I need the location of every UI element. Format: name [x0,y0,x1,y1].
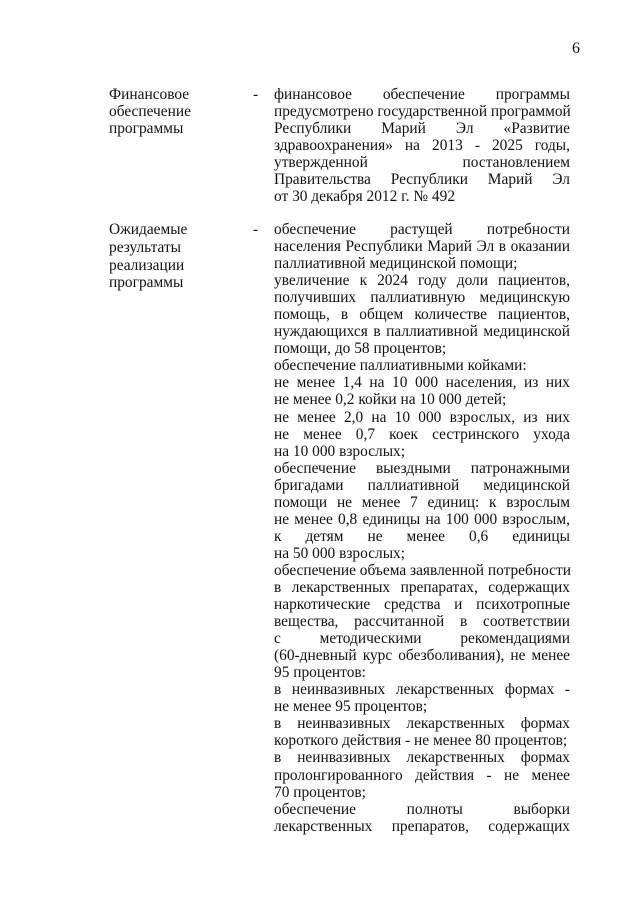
body-text-line: не менее 0,7 коек сестринского ухода [274,425,570,443]
body-text-line: обеспечение растущей потребности [274,221,570,238]
body-text-line: помощь, в общем количестве пациентов, [274,306,570,324]
body-text-line: обеспечение паллиативными койками: [274,357,527,375]
body-text-line: не менее 2,0 на 10 000 взрослых, из них [274,408,570,426]
body-text-line: населения Республики Марий Эл в оказании [274,238,570,256]
page-number: 6 [572,40,580,57]
body-text-line: увеличение к 2024 году доли пациентов, [274,272,570,290]
body-text-line: наркотические средства и психотропные [274,596,570,614]
body-text-line: короткого действия - не менее 80 процентов; [274,732,568,750]
body-text-line: здравоохранения» на 2013 - 2025 годы, [274,137,570,155]
body-text-line: не менее 0,8 единицы на 100 000 взрослым, [274,510,570,528]
body-text-line: 70 процентов; [274,783,366,801]
body-text-line: нуждающихся в паллиативной медицинской [274,323,570,341]
body-text-line: к детям не менее 0,6 единицы [274,527,570,545]
body-text-line: бригадами паллиативной медицинской [274,476,570,494]
body-text-line: не менее 1,4 на 10 000 населения, из них [274,374,570,392]
body-text-line: в лекарственных препаратах, содержащих [274,578,570,596]
body-text-line: в неинвазивных лекарственных формах [274,749,570,767]
body-text-line: в неинвазивных лекарственных формах [274,715,570,733]
section-dash: - [253,86,259,103]
body-text-line: от 30 декабря 2012 г. № 492 [274,188,456,206]
body-text-line: пролонгированного действия - не менее [274,766,570,784]
body-text-line: с методическими рекомендациями [274,630,570,648]
body-text-line: 95 процентов: [274,664,366,682]
body-text-line: Республики Марий Эл «Развитие [274,120,570,138]
body-text-line: (60-дневный курс обезболивания), не менее [274,647,570,665]
body-text-line: на 10 000 взрослых; [274,442,406,460]
body-text-line: помощи, до 58 процентов; [274,340,447,358]
body-text-line: в неинвазивных лекарственных формах - [274,681,570,699]
body-text-line: утвержденной постановлением [274,154,570,172]
body-text-line: Правительства Республики Марий Эл [274,171,570,189]
body-text-line: обеспечение полноты выборки [274,800,570,818]
body-text-line: вещества, рассчитанной в соответствии [274,613,570,631]
section-body [274,221,570,835]
body-text-line: паллиативной медицинской помощи; [274,255,518,273]
section-body [274,86,570,205]
body-text-line: не менее 0,2 койки на 10 000 детей; [274,391,507,409]
section-label: Финансовое обеспечение программы [109,86,191,137]
body-text-line: обеспечение объема заявленной потребности [274,561,571,579]
body-text-line: обеспечение выездными патронажными [274,459,570,477]
body-text-line: не менее 95 процентов; [274,698,428,716]
body-text-line: предусмотрено государственной программой [274,103,571,121]
body-text-line: получивших паллиативную медицинскую [274,289,570,307]
body-text-line: на 50 000 взрослых; [274,544,406,562]
body-text-line: финансовое обеспечение программы [274,86,570,103]
section-dash: - [253,221,259,238]
body-text-line: помощи не менее 7 единиц: к взрослым [274,493,570,511]
body-text-line: лекарственных препаратов, содержащих [274,817,570,835]
section-label: Ожидаемые результаты реализации программы [109,221,188,292]
